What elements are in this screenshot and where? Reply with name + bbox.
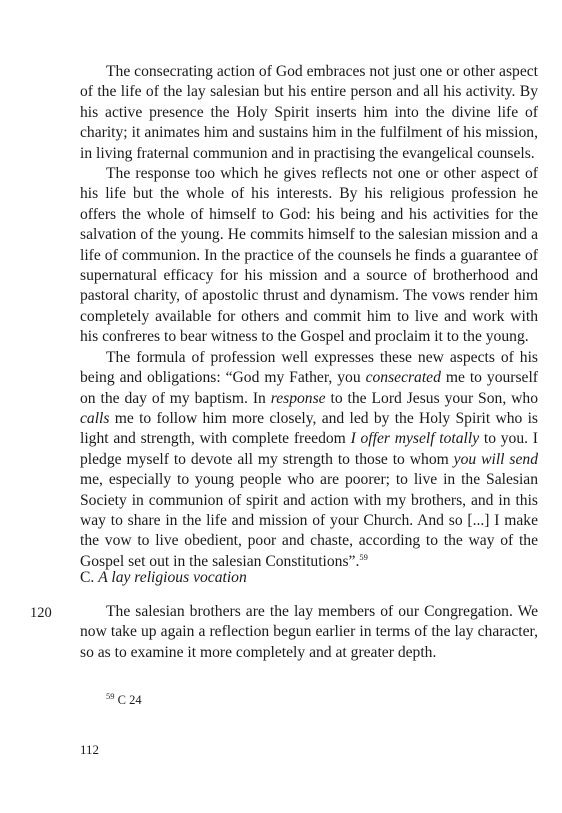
footnote-text: C 24 [117, 693, 142, 707]
text-run: me, especially to young people who are poorer; to live in the Salesian Society in communion of spirit and action with my brothers, and in this way to share in the life and mission of your Church. And so [...] I make the vow to live obedient, poor and chaste, according to the way of the Gospel set out in the salesian Constitutions”. [80, 471, 538, 570]
emphasis-run: you will send [453, 450, 538, 468]
text-run: to you. I pledge myself to devote all my strength to those to whom [80, 430, 538, 468]
body-paragraph [80, 348, 538, 572]
body-text [80, 62, 538, 572]
page-number: 112 [80, 742, 100, 757]
section-title: A lay religious vocation [98, 569, 247, 586]
body-paragraph [80, 164, 538, 348]
text-run: The consecrating action of God embraces not just one or other aspect of the life of the lay salesian but his entire person and all his activity. By his active presence the Holy Spirit inserts him into the divine life of charity; it animates him and sustains him in the fulfilment of his mission, in living fraternal communion and in practising the evangelical counsels. [80, 63, 538, 162]
section-heading [80, 568, 247, 588]
footnote [106, 692, 142, 708]
emphasis-run: calls [80, 409, 110, 427]
footnote-marker: 59 [106, 690, 115, 701]
emphasis-run: I offer myself totally [350, 430, 480, 448]
margin-paragraph-number: 120 [30, 605, 52, 621]
body-paragraph [80, 62, 538, 164]
emphasis-run: response [270, 389, 326, 407]
text-run: The formula of profession well expresses these new aspects of his being and obligations: “God my Father, you [80, 348, 538, 387]
section-paragraph: The salesian brothers are the lay members of our Congregation. We now take up again a reflection begun earlier in terms of the lay character, so as to examine it more completely and at greater depth. [80, 603, 538, 661]
text-run: me to follow him more closely, and led by the Holy Spirit who is light and strength, with complete freedom [80, 409, 538, 448]
emphasis-run: consecrated [365, 369, 441, 387]
text-run: to the Lord Jesus your Son, who [325, 389, 538, 407]
footnote-reference: 59 [359, 551, 368, 562]
text-run: The response too which he gives reflects not one or other aspect of his life but the whole of his interests. By his religious profession he offers the whole of himself to God: his being and his activities for the salvation of the young. He commits himself to the salesian mission and a life of communion. In the practice of the counsels he finds a guarantee of supernatural efficacy for his mission and a source of brotherhood and pastoral charity, of apostolic thrust and dynamism. The vows render him completely available for others and commit him to live and work with his confreres to bear witness to the Gospel and proclaim it to the young. [80, 165, 538, 346]
section-letter: C. [80, 569, 95, 586]
text-run: me to yourself on the day of my baptism. In [80, 369, 538, 407]
section-body-text [80, 602, 538, 663]
